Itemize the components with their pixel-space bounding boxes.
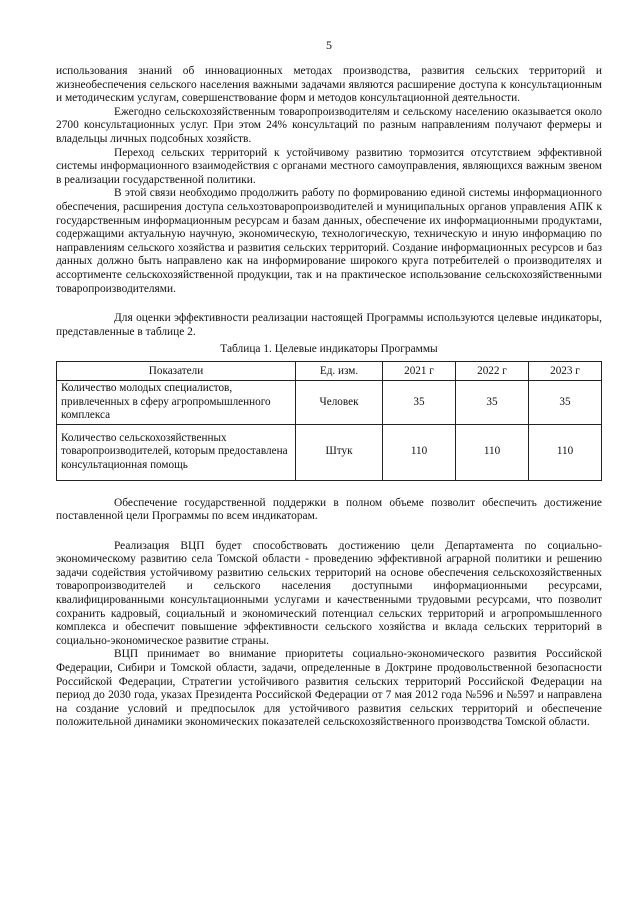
table-caption: Таблица 1. Целевые индикаторы Программы <box>220 343 438 356</box>
page-number: 5 <box>326 38 332 52</box>
row-value-2021: 110 <box>383 424 456 480</box>
row-indicator-name: Количество сельскохозяйственных товаропроизводителей, которым предоставлена консультационная помощь <box>57 424 296 480</box>
row-unit: Человек <box>296 381 383 424</box>
table-row <box>57 381 602 424</box>
header-2022: 2022 г <box>456 362 529 381</box>
row-value-2021: 35 <box>383 381 456 424</box>
paragraph-transition: Переход сельских территорий к устойчивому развитию тормозится отсутствием эффективной системы информационного взаимодействия с органами местного самоуправления, являющихся важным звеном в реализации государственной политики. <box>56 146 602 186</box>
indicators-table <box>56 361 602 480</box>
row-indicator-name: Количество молодых специалистов, привлеченных в сферу агропромышленного комплекса <box>57 381 296 424</box>
table-row <box>57 424 602 480</box>
row-unit: Штук <box>296 424 383 480</box>
paragraph-indicators-intro: Для оценки эффективности реализации настоящей Программы используются целевые индикаторы, представленные в таблице 2. <box>56 312 602 338</box>
row-value-2022: 35 <box>456 381 529 424</box>
paragraph-annual-services: Ежегодно сельскохозяйственным товаропроизводителям и сельскому населению оказывается около 2700 консультационных услуг. При этом 24% консультаций по разным направлениям получают фермеры и владельцы личных подсобных хозяйств. <box>56 105 602 145</box>
spacer <box>56 481 602 497</box>
spacer <box>56 524 602 540</box>
header-unit: Ед. изм. <box>296 362 383 381</box>
row-value-2023: 35 <box>529 381 602 424</box>
row-value-2022: 110 <box>456 424 529 480</box>
table-header-row <box>57 362 602 381</box>
header-indicator: Показатели <box>57 362 296 381</box>
row-value-2023: 110 <box>529 424 602 480</box>
paragraph-state-support: Обеспечение государственной поддержки в полном объеме позволит обеспечить достижение поставленной цели Программы по всем индикаторам. <box>56 496 602 523</box>
paragraph-vcp-priorities: ВЦП принимает во внимание приоритеты социально-экономического развития Российской Федерации, Сибири и Томской области, задачи, определенные в Доктрине продовольственной безопасности Российской Федерации, Стратегии устойчивого развития сельских территорий Российской Федерации на период до 2030 года, указах Президента Российской Федерации от 7 мая 2012 года №596 и №597 и направлена на создание условий и предпосылок для устойчивого развития сельских территорий и обеспечение положительной динамики экономических показателей сельскохозяйственного производства Томской области. <box>56 648 602 729</box>
header-2023: 2023 г <box>529 362 602 381</box>
paragraph-information-system: В этой связи необходимо продолжить работу по формированию единой системы информационного обеспечения, расширения доступа сельхозтоваропроизводителей и муниципальных органов управления АПК к государственным информационным ресурсам и базам данных, обеспечение их информационными продуктами, содержащими актуальную научную, экономическую, технологическую, техническую и иную информацию по направлениям сельского хозяйства и развития сельских территорий. Создание информационных ресурсов и баз данных должно быть направлено как на информирование широкого круга потребителей о производителях и ассортименте сельскохозяйственной продукции, так и на практическое использование сельскохозяйственными товаропроизводителями. <box>56 187 602 295</box>
header-2021: 2021 г <box>383 362 456 381</box>
paragraph-consulting-intro: использования знаний об инновационных методах производства, развития сельских территорий и жизнеобеспечения сельского населения важными задачами являются расширение доступа к консультационным и методическим услугам, совершенствование форм и методов консультационной деятельности. <box>56 65 602 105</box>
spacer <box>56 296 602 312</box>
paragraph-vcp-implementation: Реализация ВЦП будет способствовать достижению цели Департамента по социально-экономическому развитию села Томской области - проведению эффективной аграрной политики и решению задачи содействия устойчивому развитию сельских территорий на основе обеспечения сельскохозяйственных товаропроизводителей и сельского населения доступными информационными ресурсами, квалифицированными консультационными услугами и качественными трудовыми ресурсами, что позволит сохранить кадровый, социальный и экономический потенциал сельских территорий и агропромышленного комплекса и обеспечит повышение эффективности сельского хозяйства и вклада сельских территорий в социально-экономическое развитие страны. <box>56 539 602 647</box>
